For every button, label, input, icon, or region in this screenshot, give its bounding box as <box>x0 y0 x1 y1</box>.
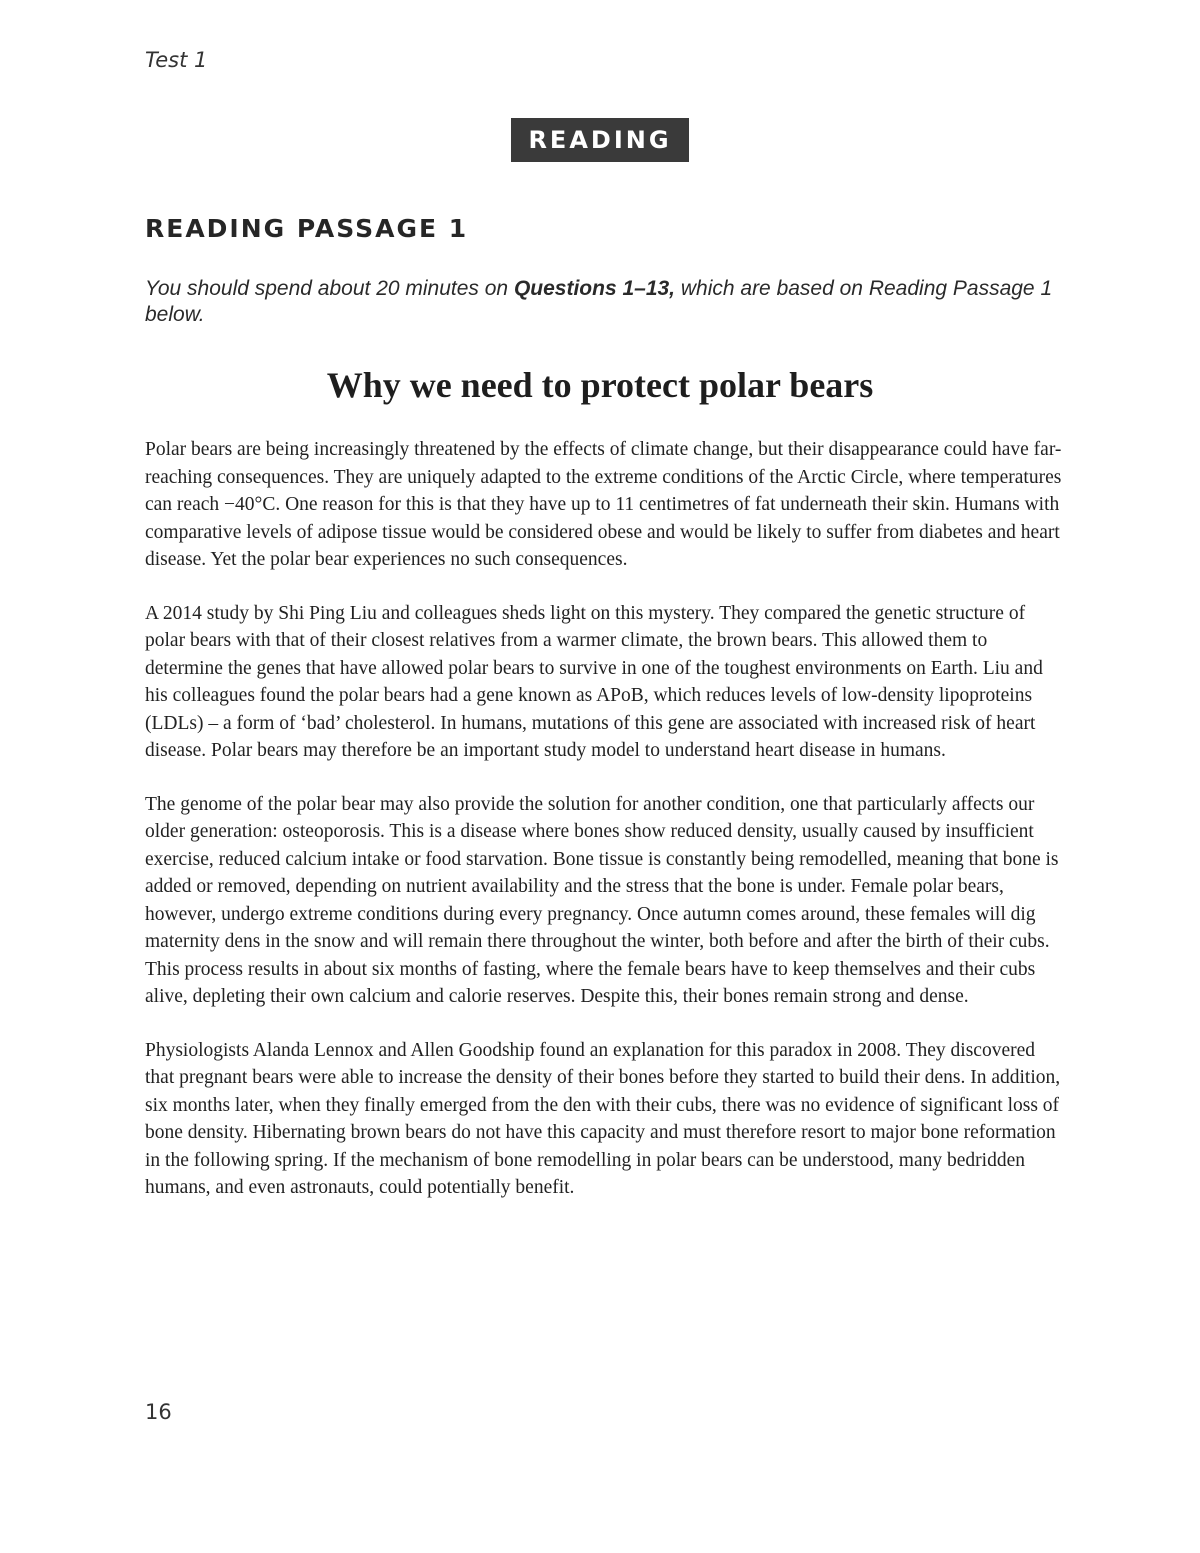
article-paragraph-4: Physiologists Alanda Lennox and Allen Goodship found an explanation for this paradox in 2008. They discovered that pregnant bears were able to increase the density of their bones before they started to build their dens. In addition, six months later, when they finally emerged from the den with their cubs, there was no evidence of significant loss of bone density. Hibernating brown bears do not have this capacity and must therefore resort to major bone reformation in the following spring. If the mechanism of bone remodelling in polar bears can be understood, many bedridden humans, and even astronauts, could potentially benefit. <box>145 1039 1061 1198</box>
page-number: 16 <box>145 1400 172 1424</box>
article-paragraph-3: The genome of the polar bear may also provide the solution for another condition, one that particularly affects our older generation: osteoporosis. This is a disease where bones show reduced density, usually caused by insufficient exercise, reduced calcium intake or food starvation. Bone tissue is constantly being remodelled, meaning that bone is added or removed, depending on nutrient availability and the stress that the bone is under. Female polar bears, however, undergo extreme conditions during every pregnancy. Once autumn comes around, these females will dig maternity dens in the snow and will remain there throughout the winter, both before and after the birth of their cubs. This process results in about six months of fasting, where the female bears have to keep themselves and their cubs alive, depleting their own calcium and calorie reserves. Despite this, their bones remain strong and dense. <box>145 793 1059 1007</box>
instructions-text-before: You should spend about 20 minutes on <box>145 277 514 300</box>
instructions-questions: Questions 1–13, <box>513 277 676 300</box>
article-paragraph-2: A 2014 study by Shi Ping Liu and colleagues sheds light on this mystery. They compared the genetic structure of polar bears with that of their closest relatives from a warmer climate, the brown bears. This allowed them to determine the genes that have allowed polar bears to survive in one of the toughest environments on Earth. Liu and his colleagues found the polar bears had a gene known as APoB, which reduces levels of low-density lipoproteins (LDLs) – a form of ‘bad’ cholesterol. In humans, mutations of this gene are associated with increased risk of heart disease. Polar bears may therefore be an important study model to understand heart disease in humans. <box>145 602 1043 761</box>
article-title: Why we need to protect polar bears <box>326 365 874 405</box>
instructions <box>145 276 1065 328</box>
article-paragraph-1: Polar bears are being increasingly threatened by the effects of climate change, but their disappearance could have far-reaching consequences. They are uniquely adapted to the extreme conditions of the Arctic Circle, where temperatures can reach −40°C. One reason for this is that they have up to 11 centimetres of fat underneath their skin. Humans with comparative levels of adipose tissue would be considered obese and would be likely to suffer from diabetes and heart disease. Yet the polar bear experiences no such consequences. <box>145 439 1062 570</box>
section-banner: READING <box>511 118 689 162</box>
passage-heading: READING PASSAGE 1 <box>145 214 469 243</box>
instructions-text-after: which are based on Reading Passage 1 below. <box>145 277 1053 326</box>
running-head: Test 1 <box>145 48 208 72</box>
article-body <box>145 436 1065 1228</box>
